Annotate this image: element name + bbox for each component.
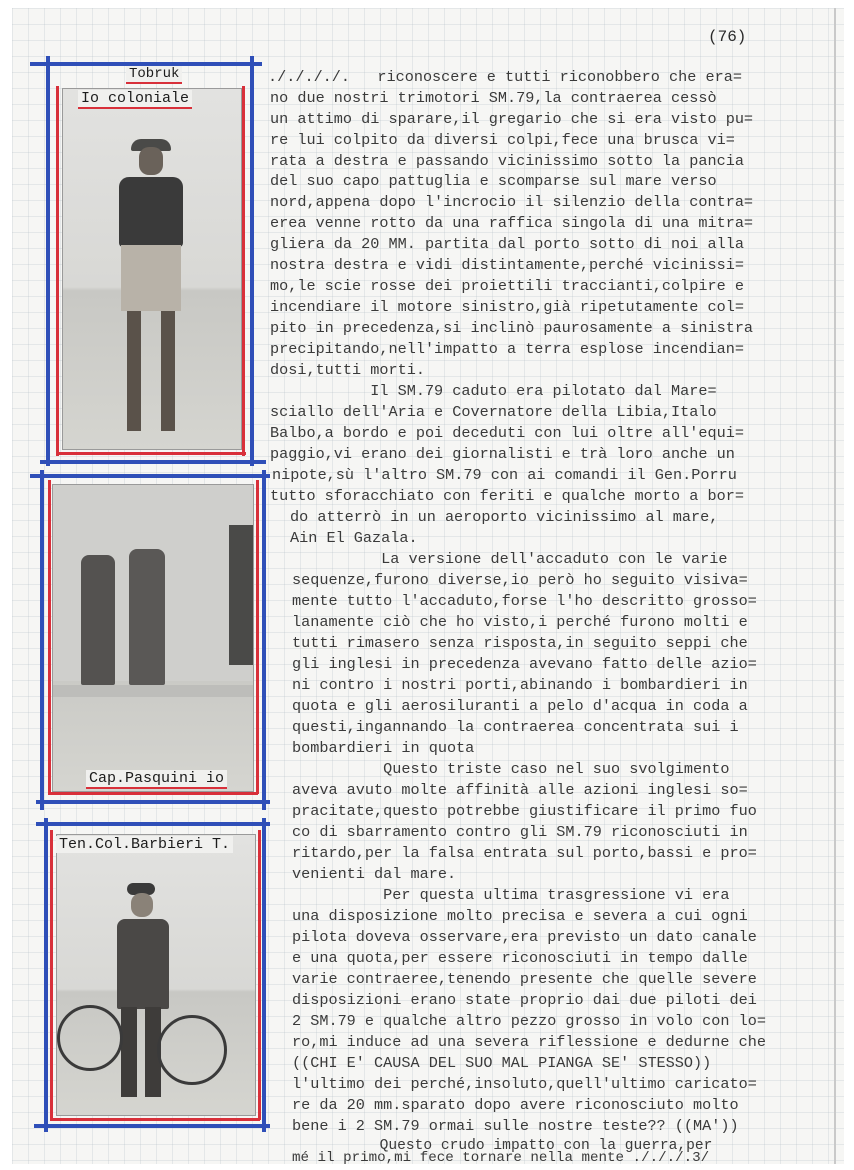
text-line: lanamente ciò che ho visto,i perché furono molti e xyxy=(292,613,748,631)
text-line: re lui colpito da diversi colpi,fece una brusca vi= xyxy=(270,131,735,149)
text-line: mente tutto l'accaduto,forse l'ho descritto grosso= xyxy=(292,592,757,610)
text-line: l'ultimo dei perché,insoluto,quell'ultimo caricato= xyxy=(292,1075,757,1093)
text-line: gli inglesi in precedenza avevano fatto delle azio= xyxy=(292,655,757,673)
text-line: ((CHI E' CAUSA DEL SUO MAL PIANGA SE' STESSO)) xyxy=(292,1054,712,1072)
text-line: un attimo di sparare,il gregario che si era visto pu= xyxy=(270,110,754,128)
text-line: ritardo,per la falsa entrata sul porto,bassi e pro= xyxy=(292,844,757,862)
text-line: disposizioni erano state proprio dai due piloti dei xyxy=(292,991,757,1009)
sheet-edge xyxy=(834,8,836,1164)
text-line: ro,mi induce ad una severa riflessione e dedurne che xyxy=(292,1033,766,1051)
page-number: (76) xyxy=(708,28,747,46)
text-line: questi,ingannando la contraerea concentrata sui i xyxy=(292,718,739,736)
text-line: ././././. riconoscere e tutti riconobbero che era= xyxy=(268,68,742,86)
photo-two-officers xyxy=(52,484,254,792)
text-line: e una quota,per essere riconosciuti in tempo dalle xyxy=(292,949,748,967)
text-line: varie contraeree,tenendo presente che quelle severe xyxy=(292,970,757,988)
text-line: sciallo dell'Aria e Covernatore della Libia,Italo xyxy=(270,403,717,421)
text-line: aveva avuto molte affinità alle azioni inglesi so= xyxy=(292,781,748,799)
text-line: venienti dal mare. xyxy=(292,865,457,883)
photo-officer-bicycle xyxy=(56,834,256,1116)
photo-caption: Io coloniale xyxy=(78,90,192,109)
text-line: paggio,vi erano dei giornalisti e trà loro anche un xyxy=(270,445,735,463)
text-line: Balbo,a bordo e poi deceduti con lui oltre all'equi= xyxy=(270,424,744,442)
text-line: re da 20 mm.sparato dopo avere riconosciuto molto xyxy=(292,1096,739,1114)
text-line: gliera da 20 MM. partita dal porto sotto di noi alla xyxy=(270,235,744,253)
text-line: quota e gli aerosiluranti a pelo d'acqua in coda a xyxy=(292,697,748,715)
text-line: una disposizione molto precisa e severa a cui ogni xyxy=(292,907,748,925)
text-line: Questo triste caso nel suo svolgimento xyxy=(292,760,730,778)
text-line: erea venne rotto da una raffica singola di una mitra= xyxy=(270,214,754,232)
text-line: nipote,sù l'altro SM.79 con ai comandi il Gen.Porru xyxy=(272,466,737,484)
text-line: ni contro i nostri porti,abinando i bombardieri in xyxy=(292,676,748,694)
text-line: mé il primo,mi fece tornare nella mente ./././.3/ xyxy=(292,1150,710,1166)
text-line: bombardieri in quota xyxy=(292,739,475,757)
text-line: Per questa ultima trasgressione vi era xyxy=(292,886,730,904)
text-line: tutto sforacchiato con feriti e qualche morto a bor= xyxy=(270,487,744,505)
text-line: sequenze,furono diverse,io però ho seguito visiva= xyxy=(292,571,748,589)
text-line: no due nostri trimotori SM.79,la contraerea cessò xyxy=(270,89,717,107)
text-line: do atterrò in un aeroporto vicinissimo al mare, xyxy=(290,508,719,526)
text-line: nord,appena dopo l'incrocio il silenzio della contra= xyxy=(270,193,754,211)
text-line: incendiare il motore sinistro,già ripetutamente col= xyxy=(270,298,744,316)
text-line: La versione dell'accaduto con le varie xyxy=(290,550,728,568)
text-line: rata a destra e passando vicinissimo sotto la pancia xyxy=(270,152,744,170)
photo-caption: Ten.Col.Barbieri T. xyxy=(56,836,233,853)
text-line: co di sbarramento contro gli SM.79 riconosciuti in xyxy=(292,823,748,841)
text-line: Questo crudo impatto con la guerra,per xyxy=(292,1138,713,1154)
text-line: Il SM.79 caduto era pilotato dal Mare= xyxy=(270,382,717,400)
photo-colonial-soldier xyxy=(62,88,242,450)
text-line: mo,le scie rosse dei proiettili traccianti,colpire e xyxy=(270,277,744,295)
photo-caption-top: Tobruk xyxy=(126,66,182,84)
text-line: 2 SM.79 e qualche altro pezzo grosso in volo con lo= xyxy=(292,1012,766,1030)
text-line: tutti rimasero senza risposta,in seguito seppi che xyxy=(292,634,748,652)
text-line: bene i 2 SM.79 ormai sulle nostre teste?? ((MA')) xyxy=(292,1117,739,1135)
text-line: pracitate,questo potrebbe giustificare il primo fuo xyxy=(292,802,757,820)
text-line: Ain El Gazala. xyxy=(290,529,418,547)
text-line: precipitando,nell'impatto a terra esplose incendian= xyxy=(270,340,744,358)
text-line: del suo capo pattuglia e scomparse sul mare verso xyxy=(270,172,717,190)
photo-caption: Cap.Pasquini io xyxy=(86,770,227,789)
text-line: dosi,tutti morti. xyxy=(270,361,425,379)
text-line: nostra destra e vidi distintamente,perché vicinissi= xyxy=(270,256,744,274)
text-line: pito in precedenza,si inclinò paurosamente a sinistra xyxy=(270,319,754,337)
text-line: pilota doveva osservare,era previsto un dato canale xyxy=(292,928,757,946)
